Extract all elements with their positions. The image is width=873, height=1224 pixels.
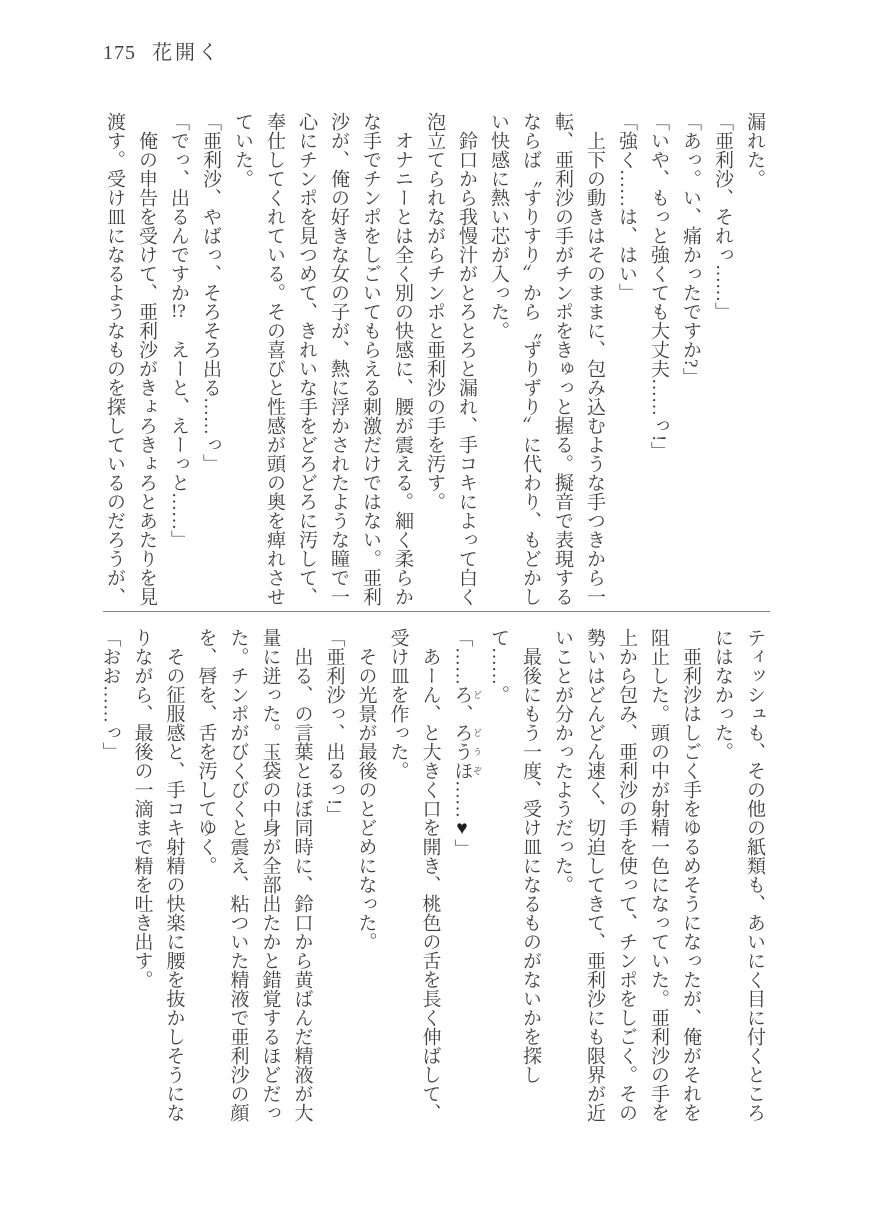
page-number: 175: [103, 42, 136, 64]
ruby-text: ろうほ どうぞ: [451, 723, 482, 780]
paragraph: 「おお……っ」: [99, 628, 121, 761]
paragraph: 「強く……は、はい」: [616, 112, 637, 302]
paragraph: 俺の申告を受けて、亜利沙がきょろきょろとあたりを見渡す。受け皿になるようなものを探しているのだろうが、: [104, 112, 157, 606]
tate-chu-yoko: !?: [171, 302, 186, 321]
paragraph: 「あっ。い、痛かったですか?」: [680, 112, 701, 387]
paragraph: 「でっ、出るんですか!? えーと、えーっと……」: [168, 112, 189, 549]
paragraph: 「亜利沙、それっ……」: [712, 112, 733, 321]
paragraph: オナニーとは全く別の快感に、腰が震える。細く柔らかな手でチンポをしごいてもらえる刺激だけではない。亜利沙が、俺の好きな女の子が、熱に浮かされたような瞳で一心にチンポを見つめて、きれいな手をどろどろに汚して、奉仕してくれている。その喜びと性感が頭の奥を痺れさせていた。: [232, 112, 413, 606]
paragraph: 鈴口から我慢汁がとろとろと漏れ、手コキによって白く泡立てられながらチンポと亜利沙の手を汚す。: [424, 112, 477, 606]
ruby-text: ろ ど: [451, 685, 482, 704]
paragraph: 最後にもう一度、受け皿になるものがないかを探して……。: [488, 628, 541, 1084]
paragraph: 出る、の言葉とほぼ同時に、鈴口から黄ばんだ精液が大量に迸った。玉袋の中身が全部出たかと錯覚するほどだった。チンポがびくびくと震え、粘ついた精液で亜利沙の顔を、唇を、舌を汚してゆく。: [195, 628, 313, 1122]
paragraph: 「……ろ ど、ろうほ どうぞ……♥」: [451, 628, 482, 858]
running-head: [103, 36, 221, 65]
paragraph: 漏れた。: [744, 112, 765, 188]
text-block-top: [98, 112, 770, 606]
chapter-title: 花開く: [152, 42, 221, 64]
paragraph: ティッシュも、その他の紙類も、あいにく目に付くところにはなかった。: [712, 628, 765, 1122]
paragraph: 亜利沙はしごく手をゆるめそうになったが、俺がそれを阻止した。頭の中が射精一色になっていた。亜利沙の手を上から包み、亜利沙の手を使って、チンポをしごく。その勢いはどんどん速く、切迫してきて、亜利沙にも限界が近いことが分かったようだった。: [552, 628, 701, 1122]
paragraph: 上下の動きはそのままに、包み込むような手つきから一転、亜利沙の手がチンポをきゅっと握る。擬音で表現するならば〝すりすり〟から〝ずりずり〟に代わり、もどかしい快感に熱い芯が入った。: [488, 112, 605, 606]
section-divider: [103, 611, 770, 612]
paragraph: 「亜利沙、やばっ、そろそろ出る……っ」: [200, 112, 221, 473]
text-block-bottom: [98, 628, 770, 1122]
paragraph: その光景が最後のとどめになった。: [355, 647, 377, 951]
paragraph: あーん、と大きく口を開き、桃色の舌を長く伸ばして、受け皿を作った。: [387, 628, 441, 1122]
paragraph: その征服感と、手コキ射精の快楽に腰を抜かしそうになりながら、最後の一滴まで精を吐き出す。: [131, 628, 185, 1122]
paragraph: 「いや、もっと強くても大丈夫……っ!」: [648, 112, 669, 461]
paragraph: 「亜利沙っ、出るっ!」: [323, 628, 345, 825]
heart-symbol: ♥: [451, 818, 473, 839]
